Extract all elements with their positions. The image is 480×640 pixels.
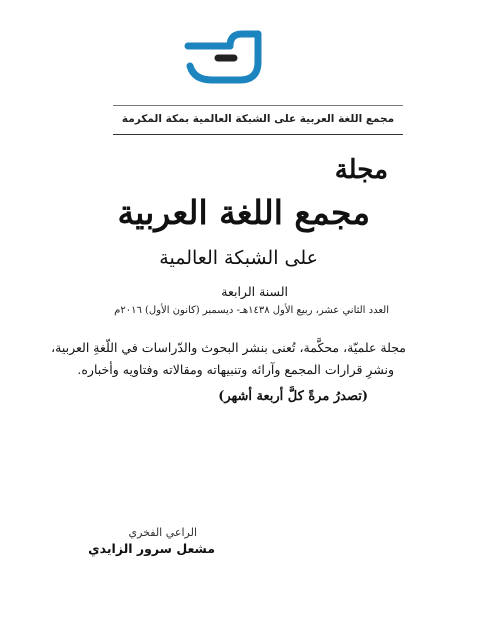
patron-name: مشعل سرور الزايدي [88,541,215,556]
publication-frequency: (تصدرُ مرةً كلَّ أربعة أشهر) [218,389,368,404]
patron-label: الراعي الفخري [128,526,197,539]
issue-info: العدد الثاني عشر، ربيع الأول ١٤٣٨هـ- ديسمبر (كانون الأول) ٢٠١٦م [114,305,389,316]
academy-logo-icon [178,22,270,88]
academy-name: مجمع اللغة العربية على الشبكة العالمية بمكة المكرمة [121,113,395,125]
header-divider-bottom [113,134,403,135]
journal-title: مجمع اللغة العربية [117,193,370,232]
description-line-1: مجلة علميّة، محكَّمة، تُعنى بنشر البحوث والدّراسات في اللّغةِ العربية، [51,340,406,355]
description-line-2: ونشرِ قرارات المجمع وآرائه وتنبيهاته ومقالاته وفتاويه وأخباره. [77,362,394,377]
volume-year: السنة الرابعة [221,284,288,299]
journal-subtitle: على الشبكة العالمية [159,247,318,269]
magazine-word: مجلة [334,155,388,185]
header-divider-top [113,105,403,106]
